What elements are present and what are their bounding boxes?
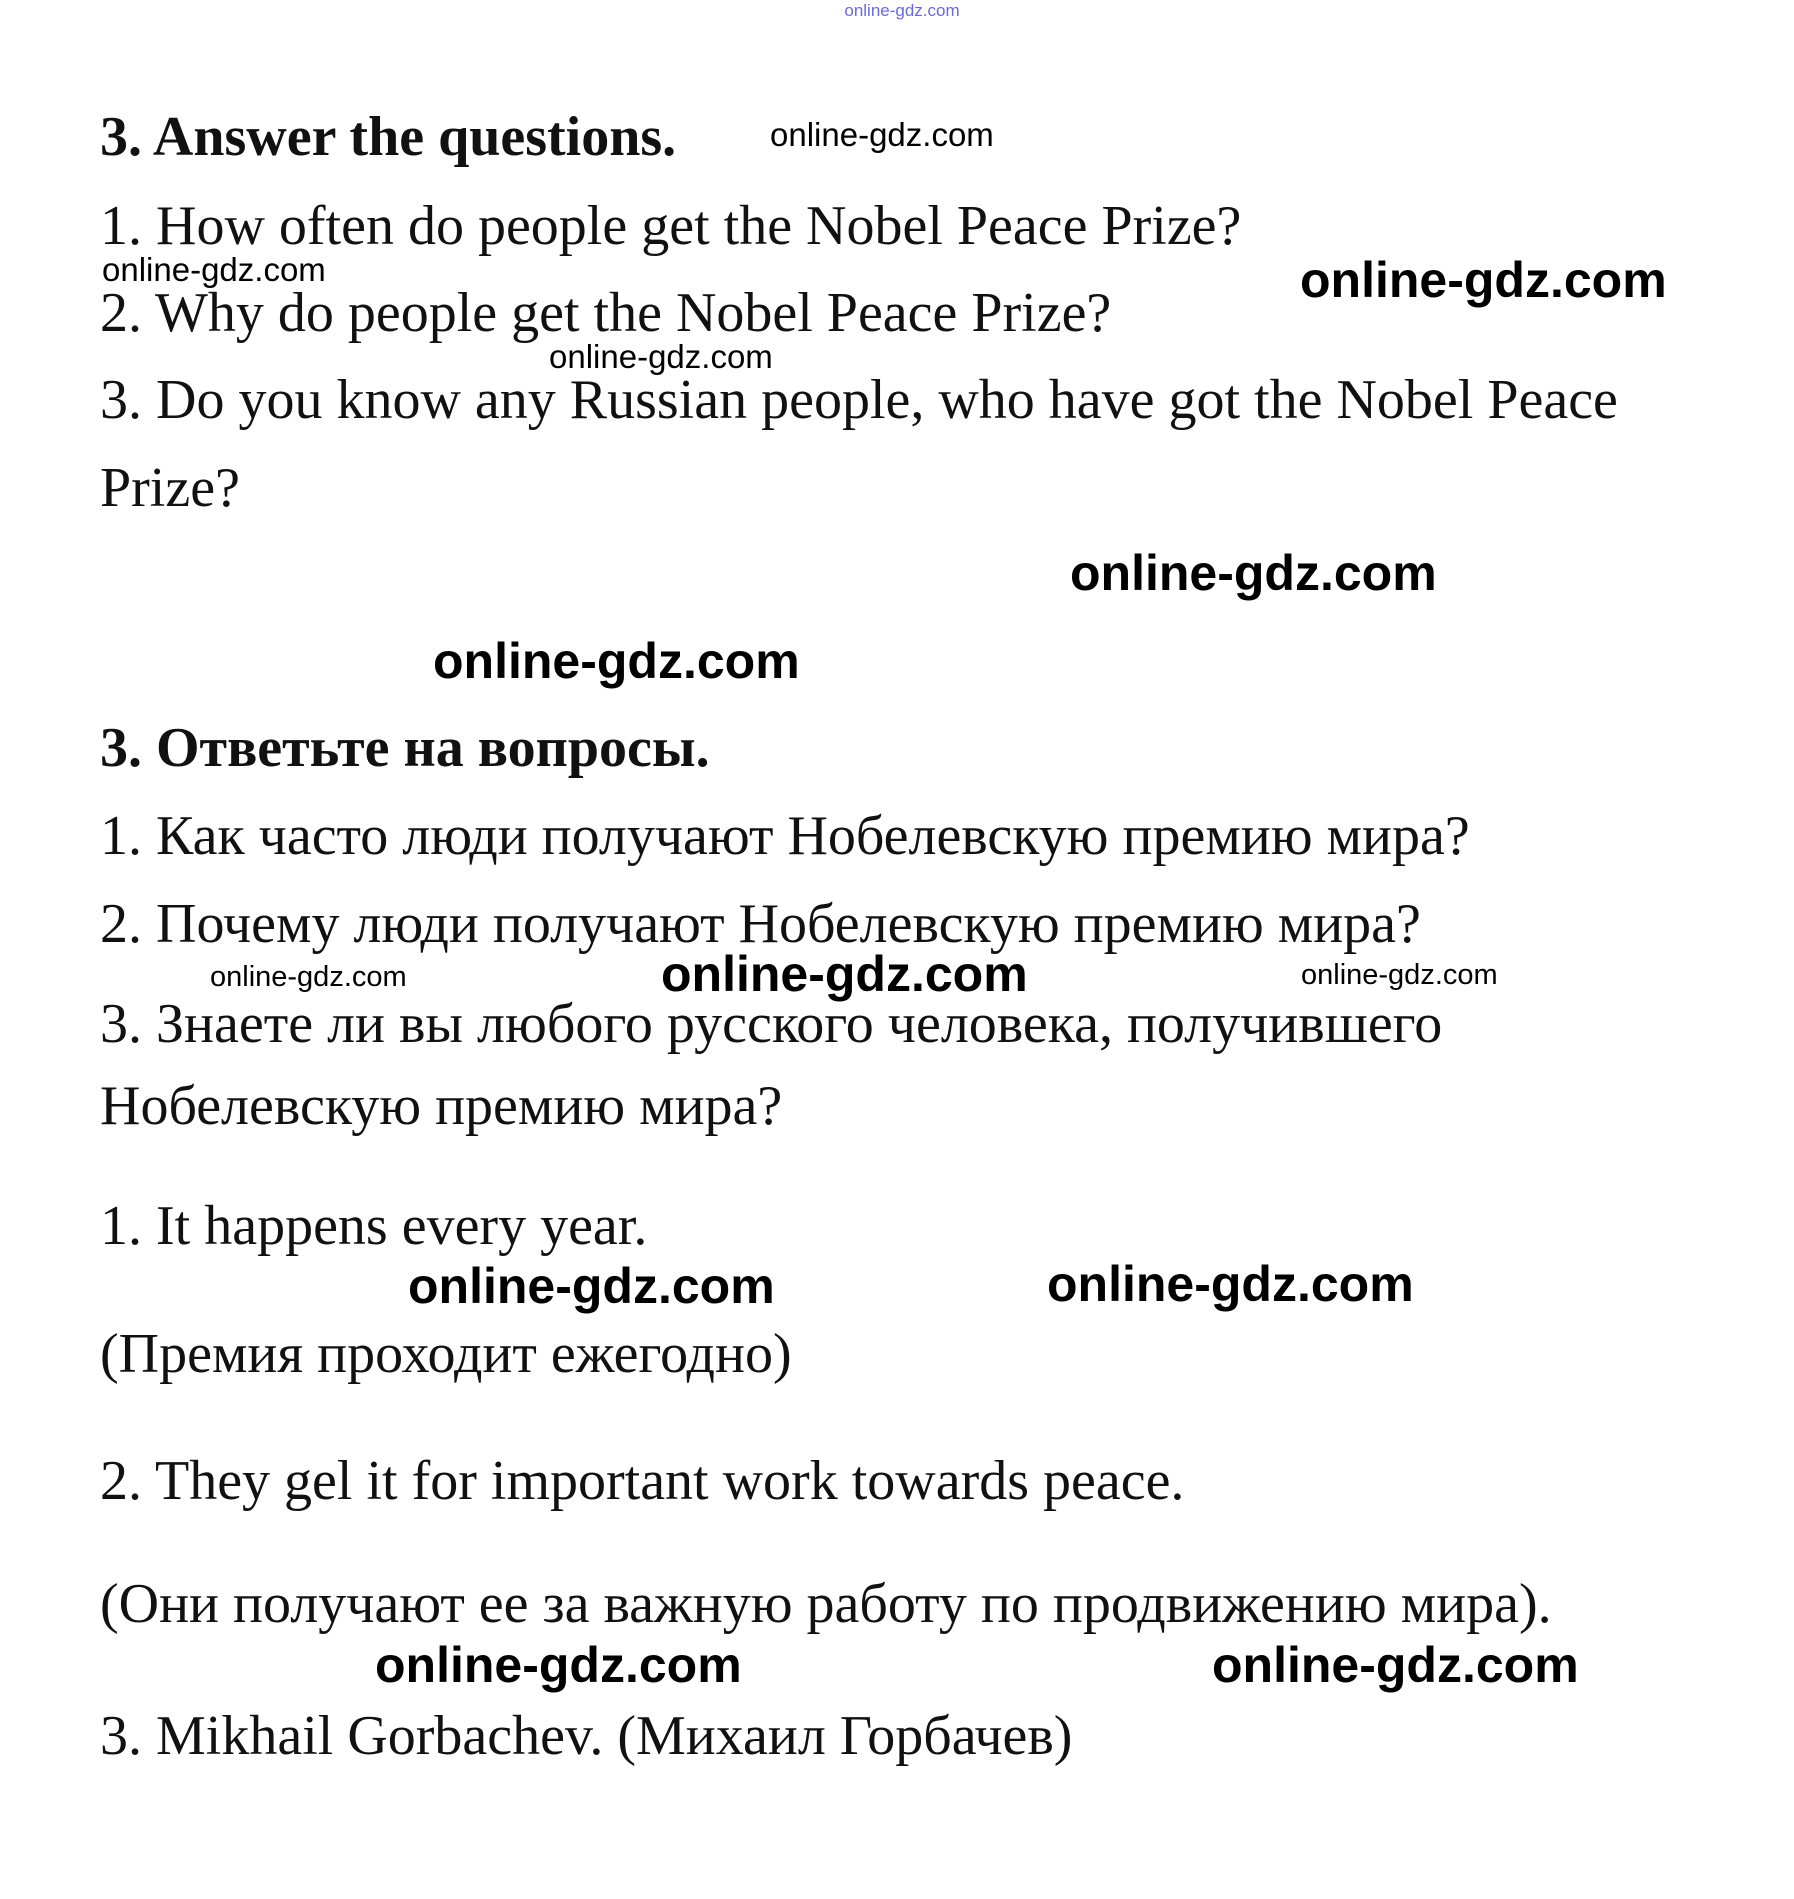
watermark: online-gdz.com [1047,1256,1414,1312]
watermark: online-gdz.com [102,251,326,288]
question-1-english: 1. How often do people get the Nobel Peace Prize? [100,195,1242,257]
exercise-heading-english: 3. Answer the questions. [100,106,677,168]
question-2-russian: 2. Почему люди получают Нобелевскую премию мира? [100,893,1421,955]
watermark: online-gdz.com [1301,959,1498,991]
top-watermark[interactable]: online-gdz.com [844,1,960,20]
watermark: online-gdz.com [408,1258,775,1314]
watermark: online-gdz.com [549,338,773,375]
question-3-english-continued: Prize? [100,457,240,519]
answer-2-translation: (Они получают ее за важную работу по продвижению мира). [100,1573,1552,1635]
exercise-heading-russian: 3. Ответьте на вопросы. [100,717,710,779]
watermark: online-gdz.com [661,946,1028,1002]
answer-2: 2. They gel it for important work towards peace. [100,1450,1185,1512]
question-3-russian: 3. Знаете ли вы любого русского человека, получившего [100,993,1443,1055]
watermark: online-gdz.com [1070,545,1437,601]
question-3-english: 3. Do you know any Russian people, who have got the Nobel Peace [100,369,1618,431]
watermark: online-gdz.com [1212,1637,1579,1693]
answer-1: 1. It happens every year. [100,1195,648,1257]
question-3-russian-continued: Нобелевскую премию мира? [100,1075,783,1137]
watermark: online-gdz.com [770,116,994,153]
answer-3: 3. Mikhail Gorbachev. (Михаил Горбачев) [100,1705,1073,1767]
question-2-english: 2. Why do people get the Nobel Peace Prize? [100,282,1112,344]
watermark: online-gdz.com [210,961,407,993]
answer-1-translation: (Премия проходит ежегодно) [100,1323,792,1385]
watermark: online-gdz.com [375,1637,742,1693]
watermark: online-gdz.com [433,633,800,689]
watermark: online-gdz.com [1300,252,1667,308]
question-1-russian: 1. Как часто люди получают Нобелевскую премию мира? [100,805,1470,867]
